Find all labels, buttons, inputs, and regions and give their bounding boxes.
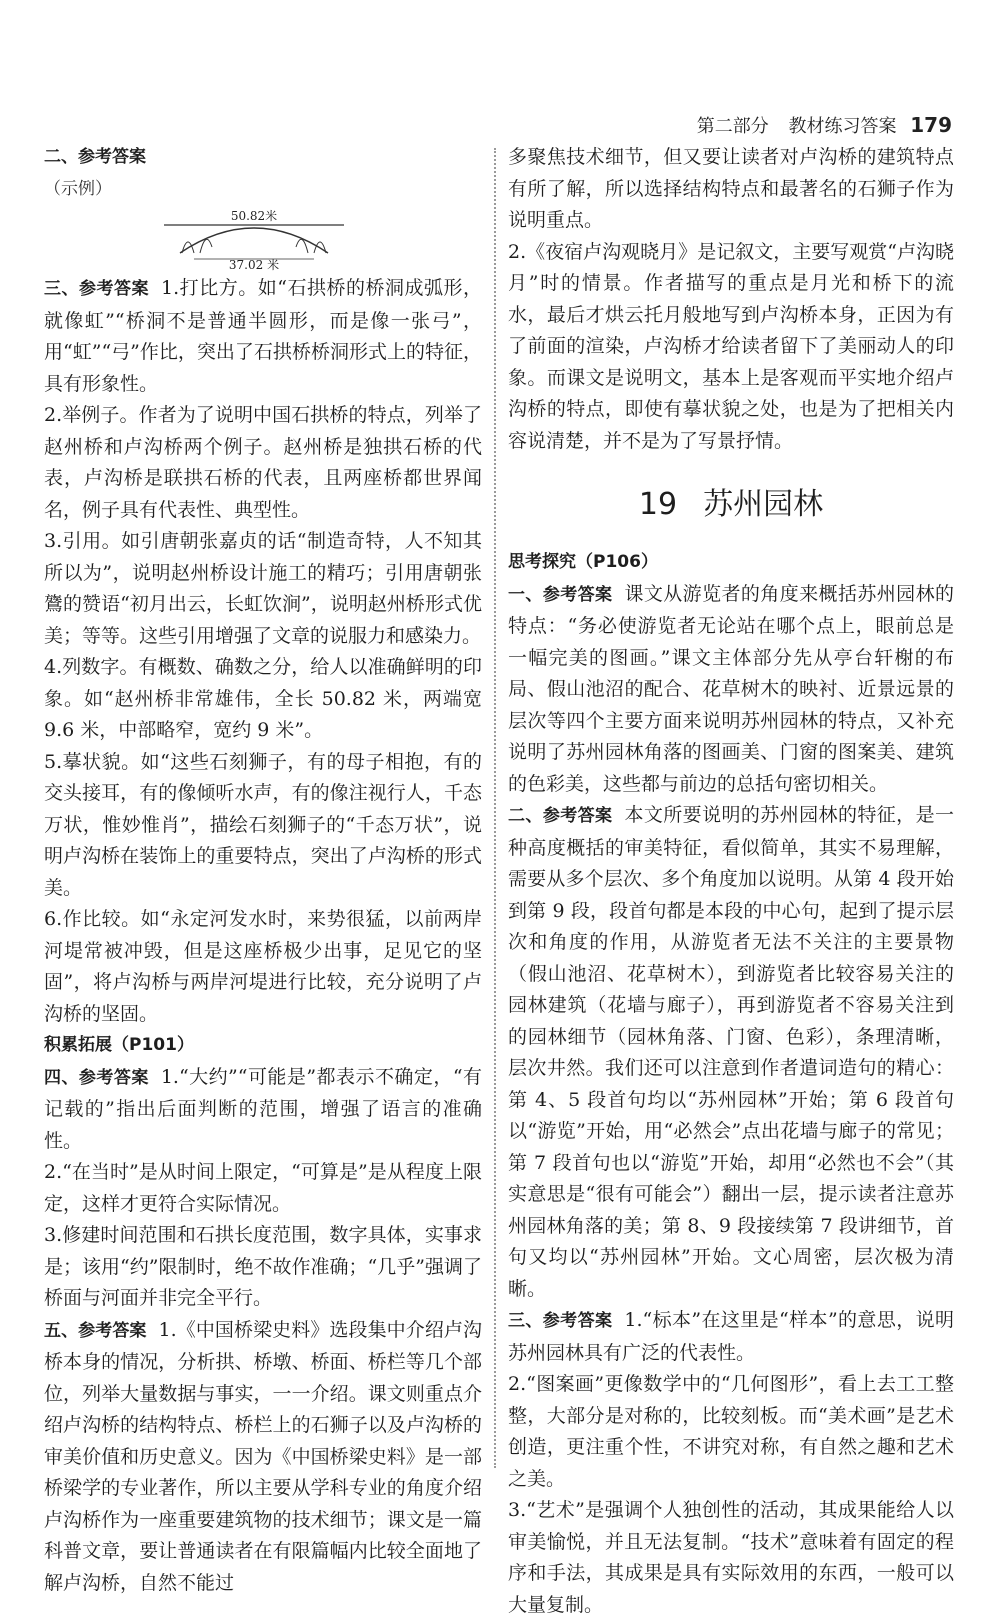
sec3-item-4: 4.列数字。有概数、确数之分，给人以准确鲜明的印象。如“赵州桥非常雄伟，全长 50.82 米，两端宽 9.6 米，中部略窄，宽约 9 米”。: [44, 656, 482, 741]
ans1-text: 课文从游览者的角度来概括苏州园林的特点：“务必使游览者无论站在哪个点上，眼前总是一幅完美的图画。”课文主体部分先从亭台轩榭的布局、假山池沼的配合、花草树木的映衬、近景远景的层次等四个主要方面来说明苏州园林的特点，又补充说明了苏州园林角落的图画美、门窗的图案美、建筑的色彩美，这些都与前边的总括句密切相关。: [508, 582, 954, 795]
accumulation-heading: 积累拓展（P101）: [44, 1035, 194, 1055]
chapter-name: 苏州园林: [703, 487, 824, 522]
sec5-item-1-text: 1.《中国桥梁史料》选段集中介绍卢沟桥本身的情况，分析拱、桥墩、桥面、桥栏等几个部位，列举大量数据与事实，一一介绍。课文则重点介绍卢沟桥的结构特点、桥栏上的石狮子以及卢沟桥的审美价值和历史意义。因为《中国桥梁史料》是一部桥梁学的专业著作，所以主要从学科专业的角度介绍卢沟桥作为一座重要建筑物的技术细节；课文是一篇科普文章，要让普通读者在有限篇幅内比较全面地了解卢沟桥，自然不能过: [44, 1318, 482, 1594]
chapter-title: [508, 485, 954, 525]
bridge-diagram: [44, 207, 482, 271]
sec3-item-2: 2.举例子。作者为了说明中国石拱桥的特点，列举了赵州桥和卢沟桥两个例子。赵州桥是独拱石桥的代表，卢沟桥是联拱石桥的代表，且两座桥都世界闻名，例子具有代表性、典型性。: [44, 404, 482, 521]
ans1-label: 一、参考答案: [508, 584, 613, 605]
ans3-item-1-text: 1.“标本”在这里是“样本”的意思，说明苏州园林具有广泛的代表性。: [508, 1309, 955, 1364]
sec3-item-6: 6.作比较。如“永定河发水时，来势很猛，以前两岸河堤常被冲毁，但是这座桥极少出事，足见它的坚固”，将卢沟桥与两岸河堤进行比较，充分说明了卢沟桥的坚固。: [44, 908, 482, 1025]
ans2-label: 二、参考答案: [508, 806, 613, 826]
sec5-item-1: [44, 1315, 482, 1600]
sec4-item-2: 2.“在当时”是从时间上限定，“可算是”是从程度上限定，这样才更符合实际情况。: [44, 1161, 482, 1215]
sec4-item-1-text: 1.“大约”“可能是”都表示不确定，“有记载的”指出后面判断的范围，增强了语言的准确性。: [44, 1065, 482, 1152]
sec5-continuation: 多聚焦技术细节，但又要让读者对卢沟桥的建筑特点有所了解，所以选择结构特点和最著名的石狮子作为说明重点。: [508, 146, 954, 231]
chapter-number: 19: [638, 487, 678, 522]
sec4-item-3: 3.修建时间范围和石拱长度范围，数字具体，实事求是；该用“约”限制时，绝不故作准确；“几乎”强调了桥面与河面并非完全平行。: [44, 1224, 482, 1309]
sec3-item-1: [44, 273, 482, 400]
bridge-sketch: [164, 207, 344, 271]
sec4-label: 四、参考答案: [44, 1067, 149, 1088]
sec3-item-5: 5.摹状貌。如“这些石刻狮子，有的母子相抱，有的交头接耳，有的像倾听水声，有的像注视行人，千态万状，惟妙惟肖”，描绘石刻狮子的“千态万状”，说明卢沟桥在装饰上的重要特点，突出了卢沟桥的形式美。: [44, 750, 482, 899]
bridge-main-arch: [180, 228, 328, 253]
ans3-label: 三、参考答案: [508, 1311, 613, 1331]
ans3-item-1: [508, 1305, 954, 1369]
ans2: [508, 800, 954, 1305]
sec4-item-1: [44, 1062, 482, 1158]
header-section: 第二部分: [696, 116, 769, 137]
sec2-heading: 二、参考答案: [44, 147, 146, 167]
sec3-label: 三、参考答案: [44, 279, 150, 299]
running-header: [697, 112, 952, 138]
page-number: 179: [910, 113, 952, 137]
span-length-label: 37.02 米: [228, 258, 280, 271]
header-title: 教材练习答案: [788, 116, 897, 137]
sec5-item-2: 2.《夜宿卢沟观晓月》是记叙文，主要写观赏“卢沟晓月”时的情景。作者描写的重点是月光和桥下的流水，最后才烘云托月般地写到卢沟桥本身，正因为有了前面的渲染，卢沟桥才给读者留下了美丽动人的印象。而课文是说明文，基本上是客观而平实地介绍卢沟桥的特点，即使有摹状貌之处，也是为了把相关内容说清楚，并不是为了写景抒情。: [508, 240, 954, 452]
column-divider: [494, 148, 496, 1468]
sec3-item-1-text: 1.打比方。如“石拱桥的桥洞成弧形，就像虹”“桥洞不是普通半圆形，而是像一张弓”，用“虹”“弓”作比，突出了石拱桥桥洞形式上的特征，具有形象性。: [44, 277, 483, 395]
sec2-example-note: （示例）: [44, 178, 112, 199]
right-small-arch-1: [296, 239, 308, 253]
sec5-label: 五、参考答案: [44, 1320, 147, 1341]
ans2-text: 本文所要说明的苏州园林的特征，是一种高度概括的审美特征，看似简单，其实不易理解，需要从多个层次、多个角度加以说明。从第 4 段开始到第 9 段，段首句都是本段的中心句，起到了提示层次和角度的作用，从游览者无法不关注的主要景物（假山池沼、花草树木），到游览者比较容易关注的园林建筑（花墙与廊子），再到游览者不容易关注到的园林细节（园林角落、门窗、色彩），条理清晰，层次井然。我们还可以注意到作者遣词造句的精心：第 4、5 段首句均以“苏州园林”开始；第 6 段首句以“游览”开始，用“必然会”点出花墙与廊子的常见；第 7 段首句也以“游览”开始，却用“必然也不会”（其实意思是“很有可能会”）翻出一层，提示读者注意苏州园林角落的美；第 8、9 段接续第 7 段讲细节，首句又均以“苏州园林”开始。文心周密，层次极为清晰。: [508, 804, 954, 1300]
top-length-label: 50.82米: [230, 209, 278, 223]
think-explore-heading: 思考探究（P106）: [508, 552, 658, 572]
ans3-item-3: 3.“艺术”是强调个人独创性的活动，其成果能给人以审美愉悦，并且无法复制。“技术”意味着有固定的程序和手法，其成果是具有实际效用的东西，一般可以大量复制。: [508, 1499, 954, 1616]
left-small-arch-2: [200, 239, 212, 253]
right-column: [508, 142, 954, 1621]
sec3-item-3: 3.引用。如引唐朝张嘉贞的话“制造奇特，人不知其所以为”，说明赵州桥设计施工的精巧；引用唐朝张鷟的赞语“初月出云，长虹饮涧”，说明赵州桥形式优美；等等。这些引用增强了文章的说服力和感染力。: [44, 530, 482, 647]
ans3-item-2: 2.“图案画”更像数学中的“几何图形”，看上去工工整整，大部分是对称的，比较刻板。而“美术画”是艺术创造，更注重个性，不讲究对称，有自然之趣和艺术之美。: [508, 1373, 954, 1490]
left-column: [44, 142, 482, 1599]
ans1: [508, 579, 954, 801]
